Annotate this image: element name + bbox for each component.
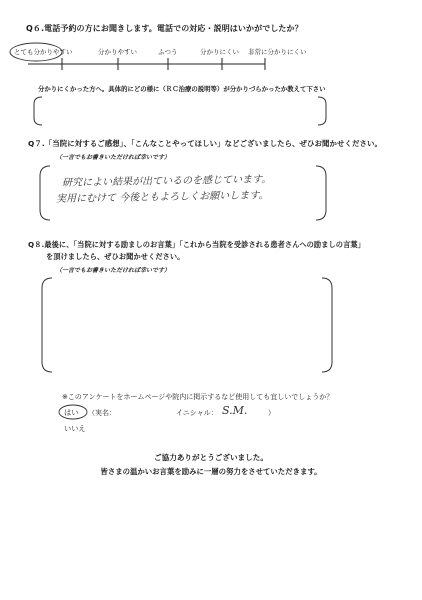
q8-title-line-1: Q８.最後に、「当院に対する励ましのお言葉」「これから当院を受診される患者さんへの励ましの言葉」 — [28, 240, 365, 249]
q7-answer-area[interactable] — [50, 166, 316, 220]
q6-followup-answer-area[interactable] — [44, 100, 316, 122]
consent-initials-label: イニシャル： — [176, 409, 218, 417]
answer-bracket-right — [318, 97, 326, 125]
consent-initials-value[interactable]: S.M. — [222, 404, 248, 417]
consent-yes-option[interactable]: はい — [64, 408, 79, 417]
consent-real-name-label: （実名： — [88, 409, 116, 417]
q8-answer-area[interactable] — [52, 280, 322, 370]
q8-note: （一言でもお書きいただければ幸いです） — [56, 267, 171, 274]
q6-title: Q６.電話予約の方にお聞きします。電話での対応・説明はいかがでしたか？ — [26, 24, 303, 33]
q7-note: （一言でもお書きいただければ幸いです） — [56, 154, 171, 161]
q7-answer-line-2: 実用にむけて 今後ともよろしくお願いします。 — [55, 190, 269, 205]
q6-followup-question: 分かりにくかった方へ。具体的にどの様に（ＲＣ治療の説明等）が分かりづらかったか教えて下さい — [38, 85, 326, 93]
q7-answer-line-1: 研究によい結果が出ているのを感じています。 — [61, 174, 272, 189]
closing-message: 皆さまの温かいお言葉を励みに一層の努力をさせていただきます。 — [100, 467, 322, 476]
scale-option-5[interactable]: 非常に分かりにくい — [248, 48, 307, 56]
answer-bracket-right — [316, 166, 326, 220]
scale-option-3[interactable]: ふつう — [158, 48, 178, 56]
consent-question: ※このアンケートをホームページや院内に掲示するなど使用しても宜しいでしょうか？ — [62, 393, 334, 401]
consent-close-paren: ） — [268, 409, 275, 417]
closing-thanks: ご協力ありがとうございました。 — [154, 453, 268, 462]
answer-bracket-left — [42, 278, 52, 372]
q8-title-line-2: を頂けましたら、ぜひお聞かせください。 — [46, 252, 185, 261]
answer-bracket-right — [322, 278, 332, 372]
consent-no-option[interactable]: いいえ — [64, 424, 86, 433]
scale-option-2[interactable]: 分かりやすい — [98, 48, 137, 56]
answer-bracket-left — [40, 166, 50, 220]
q7-title: Q７.「当院に対するご感想」、「こんなことやってほしい」などございましたら、ぜひお聞かせください。 — [28, 139, 382, 148]
scale-option-4[interactable]: 分かりにくい — [200, 48, 239, 56]
scale-option-1[interactable]: とても分かりやすい — [14, 48, 73, 56]
answer-bracket-left — [34, 97, 42, 125]
